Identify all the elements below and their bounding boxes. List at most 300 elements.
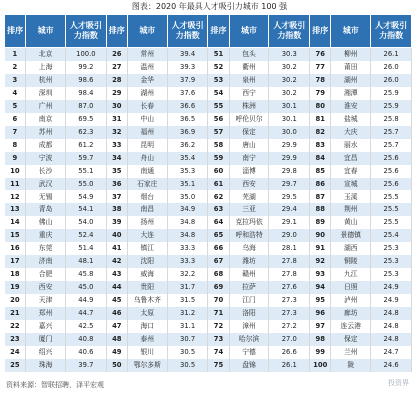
city-cell: 长沙 (26, 165, 66, 178)
rank-cell: 79 (310, 87, 331, 100)
rank-cell: 61 (208, 178, 229, 191)
index-cell: 25.3 (371, 242, 412, 255)
city-cell: 漳州 (229, 320, 269, 333)
index-cell: 39.4 (167, 48, 208, 61)
rank-cell: 87 (310, 190, 331, 203)
rank-cell: 99 (310, 346, 331, 359)
index-cell: 27.3 (269, 294, 310, 307)
index-cell: 24.8 (371, 320, 412, 333)
index-cell: 32.2 (167, 268, 208, 281)
index-cell: 69.5 (66, 113, 107, 126)
city-cell: 黄山 (331, 216, 371, 229)
header-city: 城市 (331, 15, 371, 48)
rank-cell: 85 (310, 165, 331, 178)
city-cell: 湖州 (331, 74, 371, 87)
table-row (5, 307, 412, 320)
index-cell: 55.1 (66, 165, 107, 178)
city-cell: 洛阳 (229, 307, 269, 320)
index-cell: 54.0 (66, 216, 107, 229)
city-cell: 沈阳 (127, 255, 167, 268)
header-city: 城市 (127, 15, 167, 48)
table-row (5, 165, 412, 178)
index-cell: 27.0 (269, 333, 310, 346)
index-cell: 33.3 (167, 255, 208, 268)
city-cell: 宁波 (26, 152, 66, 165)
index-cell: 24.8 (371, 307, 412, 320)
index-cell: 29.7 (269, 178, 310, 191)
city-cell: 金华 (127, 74, 167, 87)
index-cell: 26.1 (269, 359, 310, 372)
rank-cell: 52 (208, 61, 229, 74)
table-row (5, 190, 412, 203)
index-cell: 29.1 (269, 216, 310, 229)
rank-cell: 81 (310, 113, 331, 126)
index-cell: 28.1 (269, 242, 310, 255)
table-row (5, 139, 412, 152)
ranking-table (4, 14, 412, 372)
table-row (5, 320, 412, 333)
index-cell: 29.9 (269, 139, 310, 152)
table-row (5, 48, 412, 61)
rank-cell: 88 (310, 203, 331, 216)
index-cell: 24.9 (371, 294, 412, 307)
rank-cell: 93 (310, 268, 331, 281)
rank-cell: 10 (5, 165, 26, 178)
city-cell: 宜春 (331, 165, 371, 178)
city-cell: 海口 (127, 320, 167, 333)
header-index: 人才吸引力指数 (269, 15, 310, 48)
rank-cell: 15 (5, 229, 26, 242)
rank-cell: 91 (310, 242, 331, 255)
index-cell: 25.5 (371, 216, 412, 229)
header-rank: 排序 (106, 15, 127, 48)
rank-cell: 96 (310, 307, 331, 320)
city-cell: 日照 (331, 281, 371, 294)
rank-cell: 65 (208, 229, 229, 242)
index-cell: 25.7 (371, 126, 412, 139)
city-cell: 大庆 (331, 126, 371, 139)
city-cell: 玉溪 (331, 190, 371, 203)
index-cell: 34.8 (167, 229, 208, 242)
table-row (5, 346, 412, 359)
index-cell: 29.5 (269, 190, 310, 203)
index-cell: 34.8 (167, 216, 208, 229)
city-cell: 东莞 (26, 242, 66, 255)
index-cell: 25.5 (371, 190, 412, 203)
city-cell: 昆明 (127, 139, 167, 152)
city-cell: 呼伦贝尔 (229, 113, 269, 126)
rank-cell: 25 (5, 359, 26, 372)
rank-cell: 42 (106, 255, 127, 268)
index-cell: 27.8 (269, 255, 310, 268)
index-cell: 27.3 (269, 307, 310, 320)
city-cell: 青岛 (26, 203, 66, 216)
index-cell: 24.7 (371, 346, 412, 359)
city-cell: 连云港 (331, 320, 371, 333)
index-cell: 31.5 (167, 294, 208, 307)
rank-cell: 29 (106, 87, 127, 100)
index-cell: 30.1 (269, 113, 310, 126)
index-cell: 30.2 (269, 87, 310, 100)
city-cell: 西安 (229, 178, 269, 191)
index-cell: 40.8 (66, 333, 107, 346)
index-cell: 37.9 (167, 74, 208, 87)
city-cell: 北京 (26, 48, 66, 61)
city-cell: 景德镇 (331, 229, 371, 242)
city-cell: 淮安 (331, 100, 371, 113)
table-row (5, 74, 412, 87)
rank-cell: 11 (5, 178, 26, 191)
index-cell: 25.5 (371, 203, 412, 216)
rank-cell: 33 (106, 139, 127, 152)
index-cell: 54.9 (66, 190, 107, 203)
table-row (5, 61, 412, 74)
city-cell: 宜昌 (331, 152, 371, 165)
rank-cell: 89 (310, 216, 331, 229)
rank-cell: 24 (5, 346, 26, 359)
rank-cell: 34 (106, 152, 127, 165)
city-cell: 莆田 (331, 61, 371, 74)
rank-cell: 20 (5, 294, 26, 307)
city-cell: 衢州 (229, 61, 269, 74)
index-cell: 24.9 (371, 281, 412, 294)
table-row (5, 359, 412, 372)
index-cell: 59.7 (66, 152, 107, 165)
index-cell: 29.9 (269, 152, 310, 165)
city-cell: 南宁 (229, 152, 269, 165)
index-cell: 29.8 (269, 165, 310, 178)
table-row (5, 281, 412, 294)
city-cell: 绍兴 (26, 346, 66, 359)
city-cell: 兰州 (331, 346, 371, 359)
city-cell: 鄂尔多斯 (127, 359, 167, 372)
city-cell: 廊坊 (331, 307, 371, 320)
rank-cell: 74 (208, 346, 229, 359)
rank-cell: 82 (310, 126, 331, 139)
rank-cell: 16 (5, 242, 26, 255)
table-row (5, 229, 412, 242)
rank-cell: 94 (310, 281, 331, 294)
city-cell: 保定 (331, 333, 371, 346)
city-cell: 荆州 (331, 203, 371, 216)
city-cell: 江门 (229, 294, 269, 307)
index-cell: 98.6 (66, 74, 107, 87)
rank-cell: 35 (106, 165, 127, 178)
index-cell: 25.4 (371, 229, 412, 242)
rank-cell: 41 (106, 242, 127, 255)
index-cell: 29.0 (269, 229, 310, 242)
index-cell: 44.7 (66, 307, 107, 320)
index-cell: 35.4 (167, 152, 208, 165)
index-cell: 35.3 (167, 165, 208, 178)
rank-cell: 28 (106, 74, 127, 87)
city-cell: 湖西 (331, 242, 371, 255)
source-note: 资料来源：智联招聘，泽平宏观 (6, 381, 104, 389)
table-row (5, 178, 412, 191)
table-row (5, 126, 412, 139)
rank-cell: 95 (310, 294, 331, 307)
table-row (5, 333, 412, 346)
rank-cell: 12 (5, 190, 26, 203)
index-cell: 31.2 (167, 307, 208, 320)
index-cell: 99.2 (66, 61, 107, 74)
rank-cell: 84 (310, 152, 331, 165)
city-cell: 苏州 (26, 126, 66, 139)
rank-cell: 3 (5, 74, 26, 87)
city-cell: 温州 (127, 61, 167, 74)
city-cell: 泸州 (331, 294, 371, 307)
rank-cell: 22 (5, 320, 26, 333)
rank-cell: 50 (106, 359, 127, 372)
index-cell: 25.6 (371, 178, 412, 191)
header-rank: 排序 (5, 15, 26, 48)
index-cell: 30.2 (269, 61, 310, 74)
city-cell: 武汉 (26, 178, 66, 191)
city-cell: 九江 (331, 268, 371, 281)
index-cell: 52.4 (66, 229, 107, 242)
rank-cell: 5 (5, 100, 26, 113)
header-rank: 排序 (310, 15, 331, 48)
city-cell: 济南 (26, 255, 66, 268)
index-cell: 31.7 (167, 281, 208, 294)
index-cell: 33.3 (167, 242, 208, 255)
index-cell: 26.0 (371, 74, 412, 87)
index-cell: 42.5 (66, 320, 107, 333)
rank-cell: 98 (310, 333, 331, 346)
city-cell: 长春 (127, 100, 167, 113)
index-cell: 30.3 (269, 48, 310, 61)
rank-cell: 72 (208, 320, 229, 333)
header-city: 城市 (229, 15, 269, 48)
index-cell: 25.8 (371, 113, 412, 126)
city-cell: 重庆 (26, 229, 66, 242)
table-row (5, 100, 412, 113)
city-cell: 泰州 (127, 333, 167, 346)
city-cell: 广州 (26, 100, 66, 113)
index-cell: 25.9 (371, 100, 412, 113)
city-cell: 宣城 (331, 178, 371, 191)
table-row (5, 87, 412, 100)
index-cell: 40.6 (66, 346, 107, 359)
rank-cell: 9 (5, 152, 26, 165)
index-cell: 100.0 (66, 48, 107, 61)
city-cell: 株洲 (229, 100, 269, 113)
rank-cell: 37 (106, 190, 127, 203)
city-cell: 克拉玛依 (229, 216, 269, 229)
rank-cell: 40 (106, 229, 127, 242)
index-cell: 29.4 (269, 203, 310, 216)
city-cell: 嘉兴 (26, 320, 66, 333)
table-row (5, 242, 412, 255)
rank-cell: 76 (310, 48, 331, 61)
city-cell: 芜湖 (229, 190, 269, 203)
city-cell: 西安 (26, 281, 66, 294)
index-cell: 26.0 (371, 61, 412, 74)
rank-cell: 38 (106, 203, 127, 216)
index-cell: 30.7 (167, 333, 208, 346)
city-cell: 烟台 (127, 190, 167, 203)
city-cell: 南京 (26, 113, 66, 126)
city-cell: 铜陵 (331, 255, 371, 268)
rank-cell: 4 (5, 87, 26, 100)
index-cell: 39.3 (167, 61, 208, 74)
rank-cell: 48 (106, 333, 127, 346)
rank-cell: 31 (106, 113, 127, 126)
city-cell: 唐山 (229, 139, 269, 152)
city-cell: 厦门 (26, 333, 66, 346)
city-cell: 贵阳 (127, 281, 167, 294)
index-cell: 36.2 (167, 139, 208, 152)
city-cell: 湖州 (127, 87, 167, 100)
index-cell: 37.6 (167, 87, 208, 100)
city-cell: 丽水 (331, 139, 371, 152)
rank-cell: 56 (208, 113, 229, 126)
city-cell: 呼和浩特 (229, 229, 269, 242)
city-cell: 南通 (127, 165, 167, 178)
index-cell: 31.1 (167, 320, 208, 333)
index-cell: 25.3 (371, 268, 412, 281)
table-row (5, 216, 412, 229)
rank-cell: 69 (208, 281, 229, 294)
index-cell: 45.8 (66, 268, 107, 281)
rank-cell: 63 (208, 203, 229, 216)
city-cell: 柳州 (331, 48, 371, 61)
city-cell: 南昌 (127, 203, 167, 216)
rank-cell: 45 (106, 294, 127, 307)
rank-cell: 39 (106, 216, 127, 229)
index-cell: 35.0 (167, 190, 208, 203)
rank-cell: 44 (106, 281, 127, 294)
rank-cell: 19 (5, 281, 26, 294)
table-row (5, 203, 412, 216)
city-cell: 无锡 (26, 190, 66, 203)
index-cell: 61.2 (66, 139, 107, 152)
city-cell: 大连 (127, 229, 167, 242)
city-cell: 天津 (26, 294, 66, 307)
city-cell: 威海 (127, 268, 167, 281)
index-cell: 25.6 (371, 152, 412, 165)
index-cell: 25.7 (371, 139, 412, 152)
index-cell: 36.5 (167, 113, 208, 126)
index-cell: 34.9 (167, 203, 208, 216)
index-cell: 62.3 (66, 126, 107, 139)
figure-title: 图表：2020 年最具人才吸引力城市 100 强 (131, 2, 288, 11)
rank-cell: 26 (106, 48, 127, 61)
table-row (5, 268, 412, 281)
index-cell: 55.0 (66, 178, 107, 191)
header-city: 城市 (26, 15, 66, 48)
index-cell: 87.0 (66, 100, 107, 113)
index-cell: 30.2 (269, 74, 310, 87)
header-index: 人才吸引力指数 (66, 15, 107, 48)
rank-cell: 73 (208, 333, 229, 346)
rank-cell: 49 (106, 346, 127, 359)
city-cell: 舟山 (127, 152, 167, 165)
table-row (5, 113, 412, 126)
rank-cell: 83 (310, 139, 331, 152)
city-cell: 盘锦 (229, 359, 269, 372)
rank-cell: 13 (5, 203, 26, 216)
rank-cell: 60 (208, 165, 229, 178)
city-cell: 三亚 (229, 203, 269, 216)
rank-cell: 17 (5, 255, 26, 268)
index-cell: 24.8 (371, 333, 412, 346)
index-cell: 30.5 (167, 346, 208, 359)
rank-cell: 8 (5, 139, 26, 152)
city-cell: 潍坊 (229, 255, 269, 268)
index-cell: 30.5 (167, 359, 208, 372)
rank-cell: 71 (208, 307, 229, 320)
index-cell: 36.6 (167, 100, 208, 113)
city-cell: 拉萨 (229, 281, 269, 294)
index-cell: 26.6 (269, 346, 310, 359)
city-cell: 珠海 (26, 359, 66, 372)
rank-cell: 78 (310, 74, 331, 87)
rank-cell: 18 (5, 268, 26, 281)
city-cell: 郑州 (26, 307, 66, 320)
table-header-row (5, 15, 412, 48)
rank-cell: 47 (106, 320, 127, 333)
city-cell: 盐城 (331, 113, 371, 126)
city-cell: 包头 (229, 48, 269, 61)
index-cell: 36.9 (167, 126, 208, 139)
city-cell: 深圳 (26, 87, 66, 100)
header-rank: 排序 (208, 15, 229, 48)
index-cell: 98.4 (66, 87, 107, 100)
city-cell: 镇江 (127, 242, 167, 255)
index-cell: 54.1 (66, 203, 107, 216)
header-index: 人才吸引力指数 (167, 15, 208, 48)
rank-cell: 80 (310, 100, 331, 113)
watermark-logo: 投资界 (388, 379, 409, 387)
rank-cell: 67 (208, 255, 229, 268)
rank-cell: 57 (208, 126, 229, 139)
rank-cell: 62 (208, 190, 229, 203)
city-cell: 乌海 (229, 242, 269, 255)
index-cell: 30.1 (269, 100, 310, 113)
rank-cell: 59 (208, 152, 229, 165)
index-cell: 51.4 (66, 242, 107, 255)
rank-cell: 21 (5, 307, 26, 320)
city-cell: 赣州 (229, 268, 269, 281)
rank-cell: 97 (310, 320, 331, 333)
city-cell: 保定 (229, 126, 269, 139)
rank-cell: 70 (208, 294, 229, 307)
rank-cell: 55 (208, 100, 229, 113)
index-cell: 26.1 (371, 48, 412, 61)
city-cell: 宁德 (229, 346, 269, 359)
table-row (5, 294, 412, 307)
table-row (5, 152, 412, 165)
index-cell: 30.0 (269, 126, 310, 139)
rank-cell: 86 (310, 178, 331, 191)
city-cell: 石家庄 (127, 178, 167, 191)
index-cell: 25.6 (371, 165, 412, 178)
city-cell: 上海 (26, 61, 66, 74)
index-cell: 25.9 (371, 87, 412, 100)
city-cell: 陇 (331, 359, 371, 372)
rank-cell: 58 (208, 139, 229, 152)
city-cell: 佛山 (26, 216, 66, 229)
rank-cell: 14 (5, 216, 26, 229)
rank-cell: 46 (106, 307, 127, 320)
city-cell: 西宁 (229, 87, 269, 100)
rank-cell: 30 (106, 100, 127, 113)
index-cell: 45.0 (66, 281, 107, 294)
index-cell: 27.2 (269, 320, 310, 333)
rank-cell: 100 (310, 359, 331, 372)
index-cell: 44.9 (66, 294, 107, 307)
